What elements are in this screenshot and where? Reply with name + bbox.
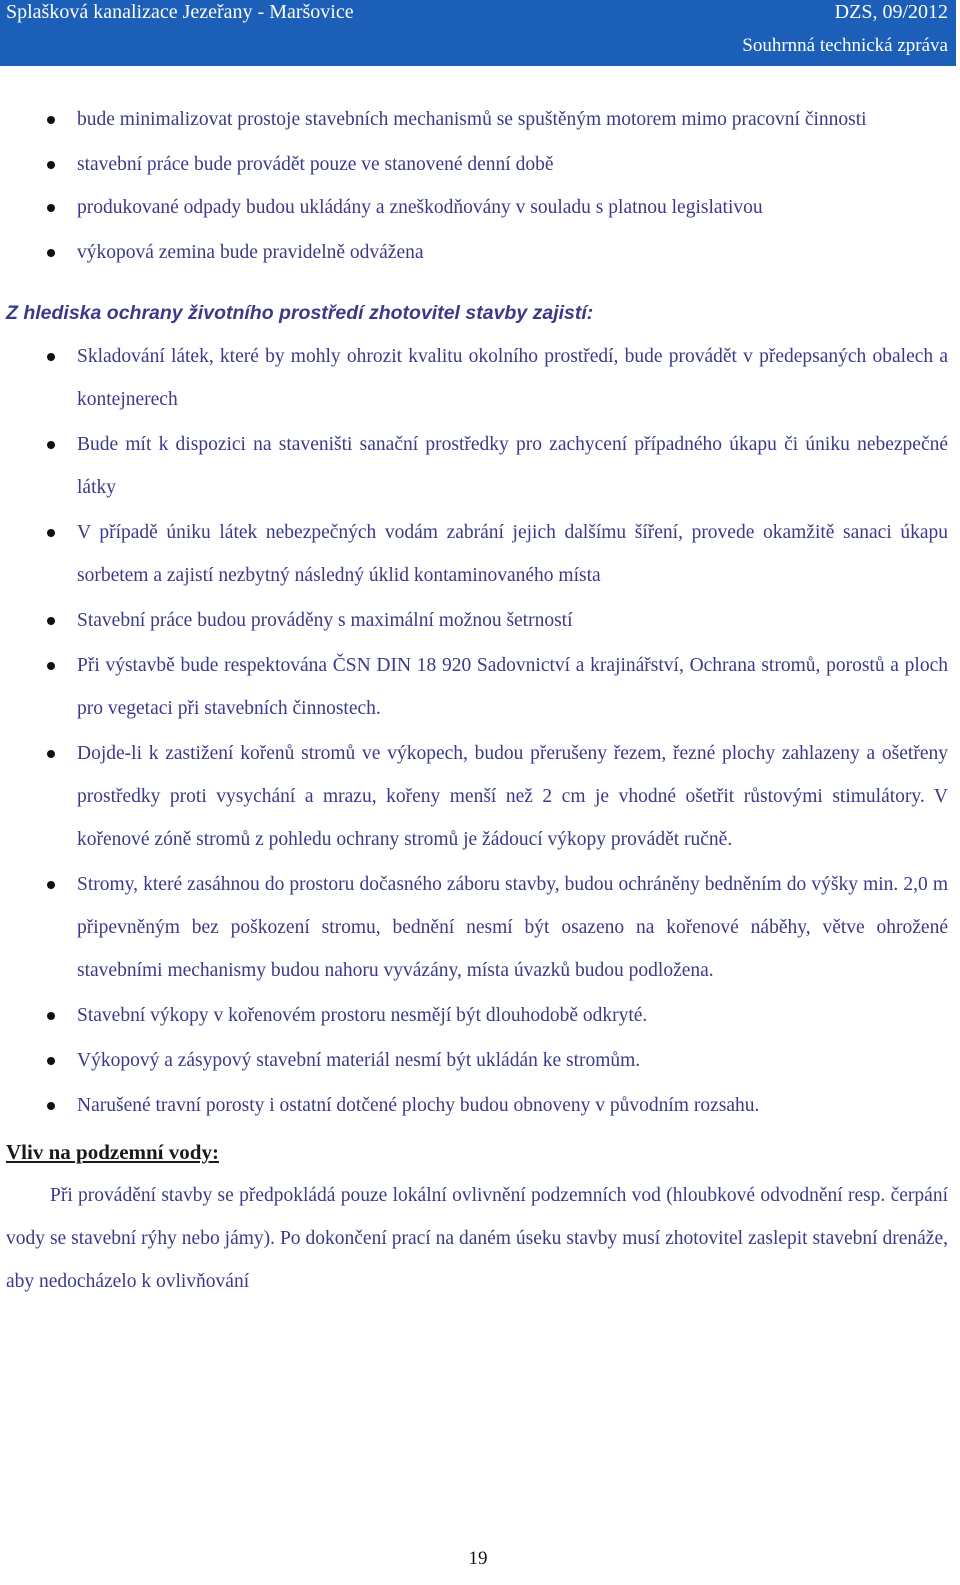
- document-code: DZS, 09/2012: [834, 1, 948, 23]
- list-item: bude minimalizovat prostoje stavebních mechanismů se spuštěným motorem mimo pracovní činnosti: [6, 98, 948, 141]
- list-item: Stromy, které zasáhnou do prostoru dočasného záboru stavby, budou ochráněny bedněním do výšky min. 2,0 m připevněným bez poškození stromu, bednění nesmí být osazeno na kořenové náběhy, větve ohrožené stavebními mechanismy budou nahoru vyvázány, místa úvazků budou podložena.: [6, 863, 948, 992]
- list-item: výkopová zemina bude pravidelně odvážena: [6, 231, 948, 274]
- list-item: V případě úniku látek nebezpečných vodám zabrání jejich dalšímu šíření, provede okamžitě sanaci úkapu sorbetem a zajistí nezbytný následný úklid kontaminovaného místa: [6, 511, 948, 597]
- page-content: [6, 98, 948, 1303]
- section-heading: Vliv na podzemní vody:: [6, 1140, 219, 1164]
- list-item: produkované odpady budou ukládány a zneškodňovány v souladu s platnou legislativou: [6, 186, 948, 229]
- document-title: Splašková kanalizace Jezeřany - Maršovice: [6, 1, 354, 23]
- section-heading: Z hlediska ochrany životního prostředí zhotovitel stavby zajistí:: [6, 302, 594, 324]
- list-item: Stavební práce budou prováděny s maximální možnou šetrností: [6, 599, 948, 642]
- page-number: 19: [468, 1548, 488, 1569]
- list-item: Při výstavbě bude respektována ČSN DIN 18 920 Sadovnictví a krajinářství, Ochrana stromů, porostů a ploch pro vegetaci při stavebních činnostech.: [6, 644, 948, 730]
- page-header: [0, 0, 956, 66]
- document-subtitle: Souhrnná technická zpráva: [742, 35, 948, 56]
- list-item: Bude mít k dispozici na staveništi sanační prostředky pro zachycení případného úkapu či úniku nebezpečné látky: [6, 423, 948, 509]
- list-item: Stavební výkopy v kořenovém prostoru nesmějí být dlouhodobě odkryté.: [6, 994, 948, 1037]
- list-item: Výkopový a zásypový stavební materiál nesmí být ukládán ke stromům.: [6, 1039, 948, 1082]
- paragraph: Při provádění stavby se předpokládá pouze lokální ovlivnění podzemních vod (hloubkové odvodnění resp. čerpání vody se stavební rýhy nebo jámy). Po dokončení prací na daném úseku stavby musí zhotovitel zaslepit stavební drenáže, aby nedocházelo k ovlivňování: [6, 1185, 948, 1292]
- list-item: Narušené travní porosty i ostatní dotčené plochy budou obnoveny v původním rozsahu.: [6, 1084, 948, 1127]
- list-item: stavební práce bude provádět pouze ve stanovené denní době: [6, 143, 948, 186]
- list-item: Dojde-li k zastižení kořenů stromů ve výkopech, budou přerušeny řezem, řezné plochy zahlazeny a ošetřeny prostředky proti vysychání a mrazu, kořeny menší než 2 cm je vhodné ošetřit růstovými stimulátory. V kořenové zóně stromů z pohledu ochrany stromů je žádoucí výkopy provádět ručně.: [6, 732, 948, 861]
- list-item: Skladování látek, které by mohly ohrozit kvalitu okolního prostředí, bude provádět v předepsaných obalech a kontejnerech: [6, 335, 948, 421]
